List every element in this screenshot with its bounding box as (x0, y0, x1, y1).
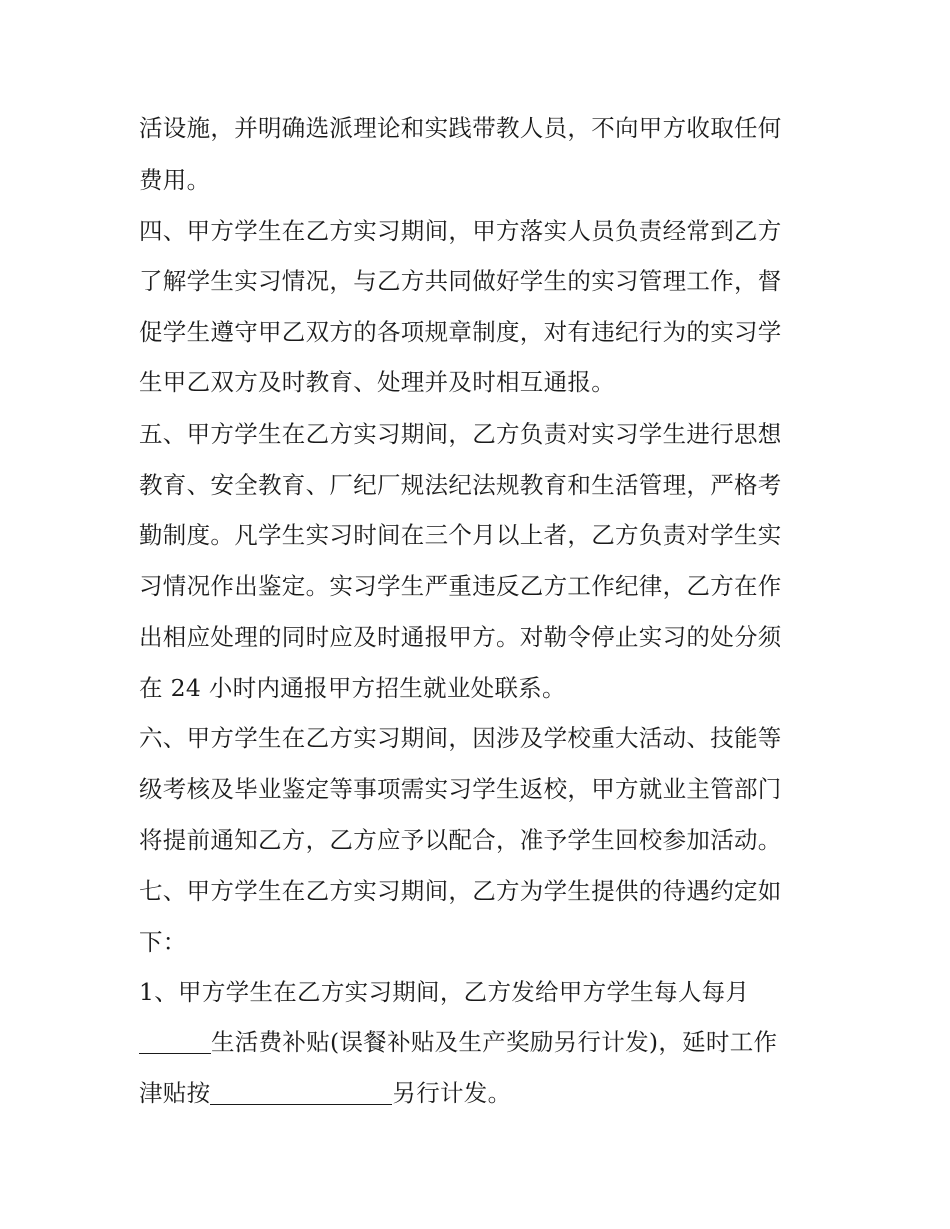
text-line: 出相应处理的同时应及时通报甲方。对勒令停止实习的处分须 (139, 623, 782, 651)
text-line: 六、甲方学生在乙方实习期间，因涉及学校重大活动、技能等 (139, 724, 782, 752)
text-line: 习情况作出鉴定。实习学生严重违反乙方工作纪律，乙方在作 (139, 572, 782, 600)
text-line: 级考核及毕业鉴定等事项需实习学生返校，甲方就业主管部门 (139, 775, 782, 803)
fill-in-blank (139, 1029, 211, 1054)
text-line: 五、甲方学生在乙方实习期间，乙方负责对实习学生进行思想 (139, 420, 782, 448)
text-line: 促学生遵守甲乙双方的各项规章制度，对有违纪行为的实习学 (139, 318, 782, 346)
text-line: 了解学生实习情况，与乙方共同做好学生的实习管理工作，督 (139, 267, 782, 295)
text-line: 在 24 小时内通报甲方招生就业处联系。 (139, 674, 566, 702)
text-line: 七、甲方学生在乙方实习期间，乙方为学生提供的待遇约定如 (139, 877, 782, 905)
text-line: 生甲乙双方及时教育、处理并及时相互通报。 (139, 368, 615, 396)
text-segment: 津贴按 (139, 1079, 211, 1107)
text-segment: 另行计发。 (392, 1079, 512, 1107)
text-line: 费用。 (139, 166, 211, 194)
text-line: 将提前通知乙方，乙方应予以配合，准予学生回校参加活动。 (139, 826, 782, 854)
text-line: 勤制度。凡学生实习时间在三个月以上者，乙方负责对学生实 (139, 521, 782, 549)
text-line: 教育、安全教育、厂纪厂规法纪法规教育和生活管理，严格考 (139, 471, 782, 499)
text-line: 下： (139, 928, 187, 956)
text-line: 四、甲方学生在乙方实习期间，甲方落实人员负责经常到乙方 (139, 217, 782, 245)
text-line (139, 1073, 819, 1113)
text-line (139, 1022, 819, 1062)
fill-in-blank (210, 1080, 392, 1105)
text-line: 活设施，并明确选派理论和实践带教人员，不向甲方收取任何 (139, 114, 782, 142)
text-line: 1、甲方学生在乙方实习期间，乙方发给甲方学生每人每月 (139, 978, 750, 1006)
text-segment: 生活费补贴(误餐补贴及生产奖励另行计发)，延时工作 (211, 1028, 778, 1056)
